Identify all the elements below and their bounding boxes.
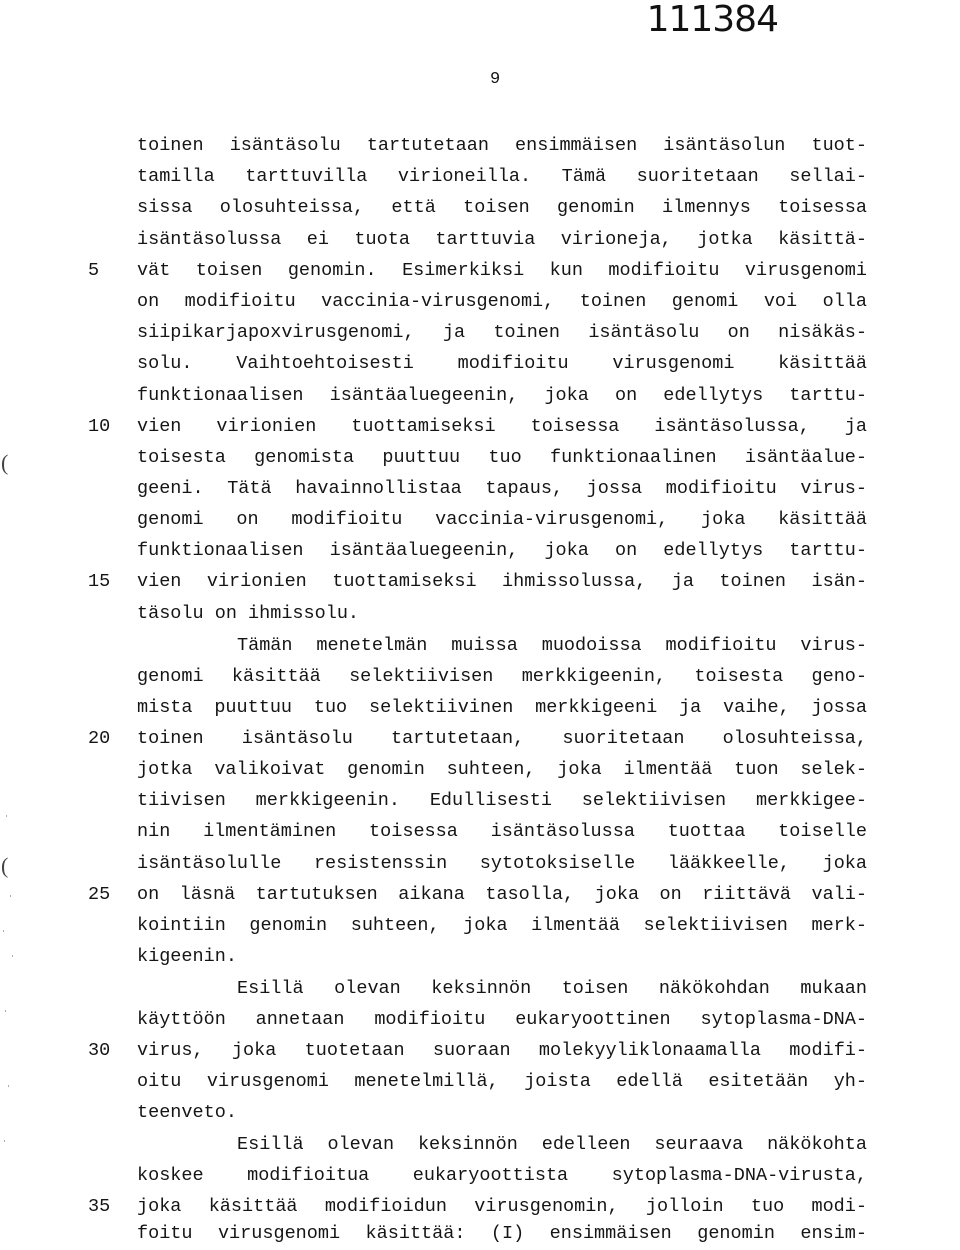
text-line: mista puuttuu tuo selektiivinen merkkigeeni ja vaihe, jossa xyxy=(137,697,867,718)
text-line: joka käsittää modifioidun virusgenomin, jolloin tuo modi- xyxy=(137,1196,867,1217)
page-number: 9 xyxy=(490,70,501,89)
text-line: oitu virusgenomi menetelmillä, joista edellä esitetään yh- xyxy=(137,1071,867,1092)
text-line: Esillä olevan keksinnön toisen näkökohdan mukaan xyxy=(237,978,867,999)
scan-speck xyxy=(8,1085,9,1087)
line-number-20: 20 xyxy=(88,728,111,749)
text-line: vien virionien tuottamiseksi toisessa isäntäsolussa, ja xyxy=(137,416,867,437)
text-line: kigeenin. xyxy=(137,946,237,967)
text-line: foitu virusgenomi käsittää: (I) ensimmäisen genomin ensim- xyxy=(137,1223,867,1244)
text-line: toinen isäntäsolu tartutetaan, suoritetaan olosuhteissa, xyxy=(137,728,867,749)
line-number-35: 35 xyxy=(88,1196,111,1217)
text-line: toinen isäntäsolu tartutetaan ensimmäisen isäntäsolun tuot- xyxy=(137,135,867,156)
line-number-25: 25 xyxy=(88,884,111,905)
text-line: siipikarjapoxvirusgenomi, ja toinen isäntäsolu on nisäkäs- xyxy=(137,322,867,343)
text-line: jotka valikoivat genomin suhteen, joka ilmentää tuon selek- xyxy=(137,759,867,780)
text-line: on läsnä tartutuksen aikana tasolla, joka on riittävä vali- xyxy=(137,884,867,905)
line-number-10: 10 xyxy=(88,416,111,437)
text-line: sissa olosuhteissa, että toisen genomin ilmennys toisessa xyxy=(137,197,867,218)
text-line: isäntäsolulle resistenssin sytotoksiselle lääkkeelle, joka xyxy=(137,853,867,874)
text-line: Tämän menetelmän muissa muodoissa modifioitu virus- xyxy=(237,635,867,656)
text-line: Esillä olevan keksinnön edelleen seuraava näkökohta xyxy=(237,1134,867,1155)
margin-mark: ( xyxy=(1,853,9,878)
text-line: tamilla tarttuvilla virioneilla. Tämä suoritetaan sellai- xyxy=(137,166,867,187)
scan-speck xyxy=(4,1140,5,1142)
text-line: virus, joka tuotetaan suoraan molekyyliklonaamalla modifi- xyxy=(137,1040,867,1061)
line-number-5: 5 xyxy=(88,260,100,281)
text-line: tiivisen merkkigeenin. Edullisesti selektiivisen merkkigee- xyxy=(137,790,867,811)
document-number: 111384 xyxy=(646,0,778,40)
text-line: on modifioitu vaccinia-virusgenomi, toinen genomi voi olla xyxy=(137,291,867,312)
text-line: nin ilmentäminen toisessa isäntäsolussa tuottaa toiselle xyxy=(137,821,867,842)
text-line: genomi käsittää selektiivisen merkkigeenin, toisesta geno- xyxy=(137,666,867,687)
text-line: solu. Vaihtoehtoisesti modifioitu virusgenomi käsittää xyxy=(137,353,867,374)
margin-mark: ( xyxy=(1,450,9,475)
scan-speck xyxy=(12,955,13,957)
text-line: genomi on modifioitu vaccinia-virusgenomi, joka käsittää xyxy=(137,509,867,530)
text-line: vien virionien tuottamiseksi ihmissolussa, ja toinen isän- xyxy=(137,571,867,592)
scan-speck xyxy=(10,895,11,897)
text-line: täsolu on ihmissolu. xyxy=(137,603,360,624)
scan-speck xyxy=(6,815,7,817)
text-line: geeni. Tätä havainnollistaa tapaus, jossa modifioitu virus- xyxy=(137,478,867,499)
scan-speck xyxy=(5,1010,6,1012)
text-line: funktionaalisen isäntäaluegeenin, joka on edellytys tarttu- xyxy=(137,540,867,561)
text-line: vät toisen genomin. Esimerkiksi kun modifioitu virusgenomi xyxy=(137,260,867,281)
line-number-30: 30 xyxy=(88,1040,111,1061)
line-number-15: 15 xyxy=(88,571,111,592)
scan-speck xyxy=(3,930,4,932)
text-line: koskee modifioitua eukaryoottista sytoplasma-DNA-virusta, xyxy=(137,1165,867,1186)
text-line: funktionaalisen isäntäaluegeenin, joka on edellytys tarttu- xyxy=(137,385,867,406)
text-line: toisesta genomista puuttuu tuo funktionaalinen isäntäalue- xyxy=(137,447,867,468)
text-line: käyttöön annetaan modifioitu eukaryoottinen sytoplasma-DNA- xyxy=(137,1009,867,1030)
text-line: isäntäsolussa ei tuota tarttuvia virioneja, jotka käsittä- xyxy=(137,229,867,250)
text-line: teenveto. xyxy=(137,1102,237,1123)
text-line: kointiin genomin suhteen, joka ilmentää selektiivisen merk- xyxy=(137,915,867,936)
